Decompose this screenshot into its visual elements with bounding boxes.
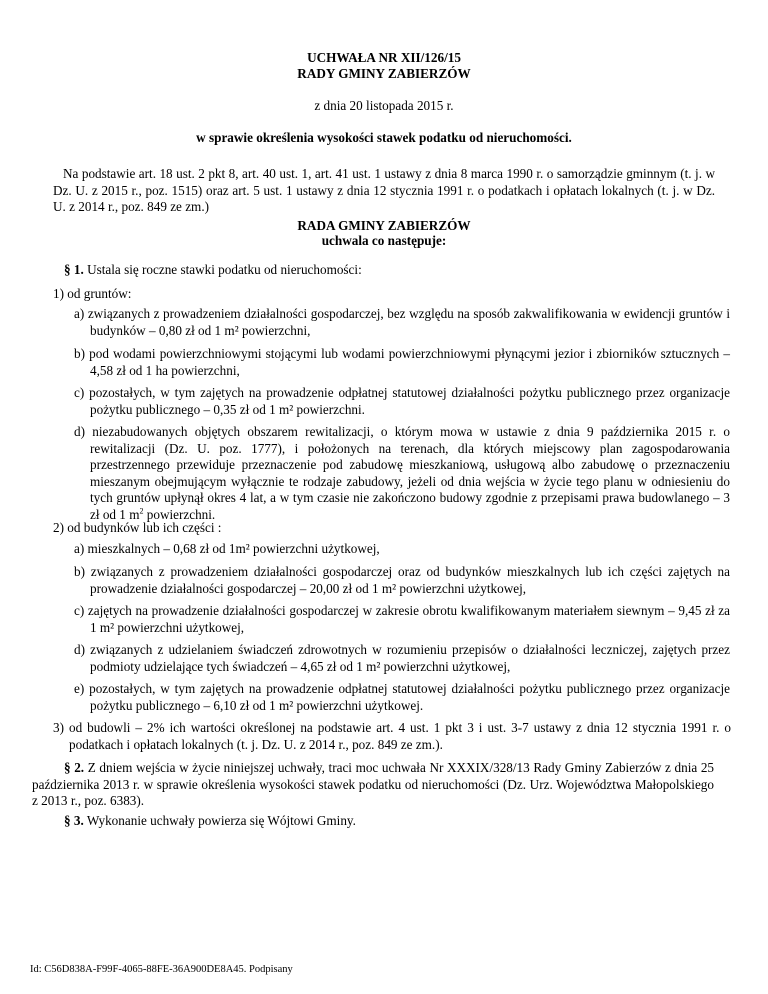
paragraph-1 xyxy=(64,262,714,279)
item-1c: c) pozostałych, w tym zajętych na prowadzenie odpłatnej statutowej działalności pożytku publicznego przez organizacje pożytku publicznego – 0,35 zł od 1 m² powierzchni. xyxy=(74,385,730,417)
paragraph-2-label: § 2. xyxy=(64,760,85,775)
item-1a: a) związanych z prowadzeniem działalności gospodarczej, bez względu na sposób zakwalifikowania w ewidencji gruntów i budynków – 0,80 zł od 1 m² powierzchni, xyxy=(74,306,730,338)
paragraph-2 xyxy=(32,760,714,810)
item-1-label: 1) od gruntów: xyxy=(53,286,132,301)
resolution-number: UCHWAŁA NR XII/126/15 xyxy=(307,50,461,65)
paragraph-2-text: Z dniem wejścia w życie niniejszej uchwały, traci moc uchwała Nr XXXIX/328/13 Rady Gminy Zabierzów z dnia 25 października 2013 r. w sprawie określenia wysokości stawek podatku od nieruchomości (Dz. Urz. Województwa Małopolskiego z 2013 r., poz. 6383). xyxy=(32,760,715,808)
legal-basis-preamble: Na podstawie art. 18 ust. 2 pkt 8, art. 40 ust. 1, art. 41 ust. 1 ustawy z dnia 8 marca 1990 r. o samorządzie gminnym (t. j. w Dz. U. z 2015 r., poz. 1515) oraz art. 5 ust. 1 ustawy z dnia 12 stycznia 1991 r. o podatkach i opłatach lokalnych (t. j. w Dz. U. z 2014 r., poz. 849 ze zm.) xyxy=(53,166,715,214)
item-2-label: 2) od budynków lub ich części : xyxy=(53,520,222,535)
item-2e: e) pozostałych, w tym zajętych na prowadzenie odpłatnej statutowej działalności pożytku publicznego przez organizacje pożytku publicznego – 6,10 zł od 1 m² powierzchni użytkowej. xyxy=(74,681,730,713)
resolves-subheading: uchwala co następuje: xyxy=(321,233,447,248)
item-1b: b) pod wodami powierzchniowymi stojącymi lub wodami powierzchniowymi płynącymi jezior i zbiorników sztucznych – 4,58 zł od 1 ha powierzchni, xyxy=(74,346,730,378)
council-resolves-heading: RADA GMINY ZABIERZÓW xyxy=(297,218,471,233)
item-1d-text: d) niezabudowanych objętych obszarem rewitalizacji, o którym mowa w ustawie z dnia 9 października 2015 r. o rewitalizacji (Dz. U. poz. 1777), i położonych na terenach, dla których miejscowy plan zagospodarowania przestrzennego przewiduje przeznaczenie pod zabudowę mieszkaniową, usługową albo zabudowę o przeznaczeniu mieszanym obejmującym wyłącznie te rodzaje zabudowy, jeżeli od dnia wejścia w życie tego planu w odniesieniu do tych gruntów upłynął okres 4 lat, a w tym czasie nie zakończono budowy zgodnie z przepisami prawa budowlanego – 3 zł od 1 m xyxy=(74,424,730,522)
item-2a: a) mieszkalnych – 0,68 zł od 1m² powierzchni użytkowej, xyxy=(74,541,380,556)
item-1d xyxy=(74,424,730,523)
paragraph-1-text: Ustala się roczne stawki podatku od nieruchomości: xyxy=(83,262,362,277)
item-1d-end: powierzchni. xyxy=(143,506,216,522)
paragraph-1-label: § 1. xyxy=(64,262,84,277)
council-name: RADY GMINY ZABIERZÓW xyxy=(297,66,471,81)
item-3: 3) od budowli – 2% ich wartości określonej na podstawie art. 4 ust. 1 pkt 3 i ust. 3-7 ustawy z dnia 12 stycznia 1991 r. o podatkach i opłatach lokalnych (t. j. Dz. U. z 2014 r., poz. 849 ze zm.). xyxy=(53,720,731,752)
document-id-footer: Id: C56D838A-F99F-4065-88FE-36A900DE8A45. Podpisany xyxy=(30,964,293,975)
item-2b: b) związanych z prowadzeniem działalności gospodarczej oraz od budynków mieszkalnych lub ich części zajętych na prowadzenie działalności gospodarczej – 20,00 zł od 1 m² powierzchni użytkowej, xyxy=(74,564,730,596)
item-2d: d) związanych z udzielaniem świadczeń zdrowotnych w rozumieniu przepisów o działalności leczniczej, zajętych przez podmioty udzielające tych świadczeń – 4,65 zł od 1 m² powierzchni użytkowej, xyxy=(74,642,730,674)
item-1d-superscript: 2 xyxy=(139,506,144,516)
resolution-date: z dnia 20 listopada 2015 r. xyxy=(314,98,454,113)
paragraph-3 xyxy=(64,813,714,830)
resolution-subject: w sprawie określenia wysokości stawek podatku od nieruchomości. xyxy=(196,130,572,145)
paragraph-3-text: Wykonanie uchwały powierza się Wójtowi Gminy. xyxy=(83,813,356,828)
paragraph-3-label: § 3. xyxy=(64,813,84,828)
item-2c: c) zajętych na prowadzenie działalności gospodarczej w zakresie obrotu kwalifikowanym materiałem siewnym – 9,45 zł za 1 m² powierzchni użytkowej, xyxy=(74,603,730,635)
